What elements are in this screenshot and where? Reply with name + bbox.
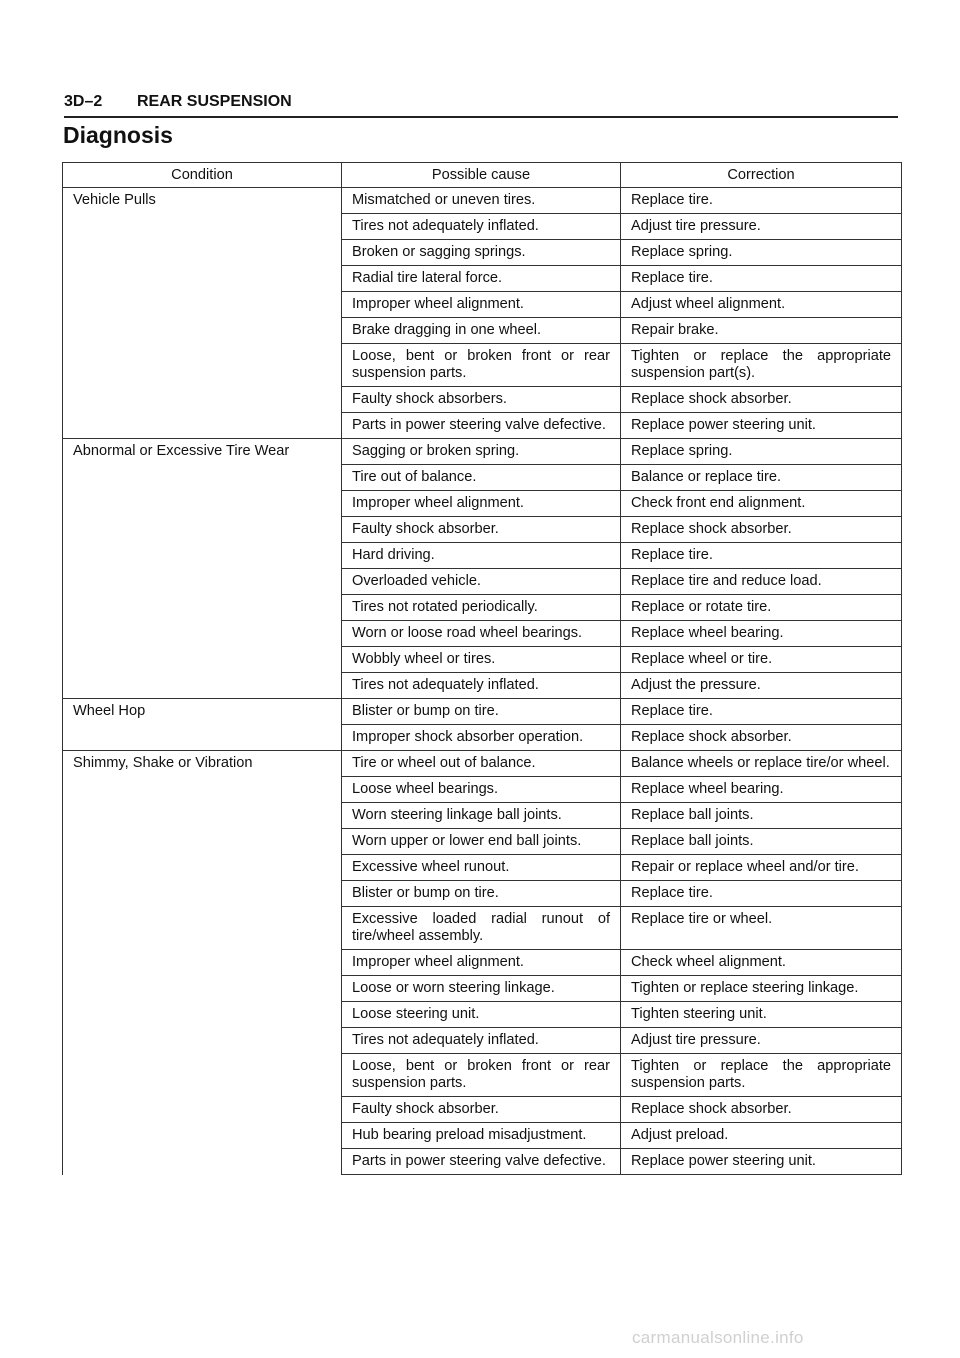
correction-cell: Replace shock absorber. xyxy=(621,725,902,751)
possible-cause-cell: Excessive wheel runout. xyxy=(342,855,621,881)
possible-cause-cell: Loose wheel bearings. xyxy=(342,777,621,803)
correction-cell: Replace power steering unit. xyxy=(621,1149,902,1175)
correction-cell: Replace spring. xyxy=(621,439,902,465)
correction-cell: Repair brake. xyxy=(621,318,902,344)
table-row xyxy=(63,188,902,214)
page-title: Diagnosis xyxy=(63,122,173,148)
correction-cell: Replace shock absorber. xyxy=(621,1097,902,1123)
correction-cell: Replace tire. xyxy=(621,266,902,292)
table-body xyxy=(63,188,902,1175)
correction-cell: Replace tire. xyxy=(621,543,902,569)
possible-cause-cell: Worn steering linkage ball joints. xyxy=(342,803,621,829)
possible-cause-cell: Parts in power steering valve defective. xyxy=(342,1149,621,1175)
possible-cause-cell: Loose or worn steering linkage. xyxy=(342,976,621,1002)
correction-cell: Replace wheel or tire. xyxy=(621,647,902,673)
possible-cause-cell: Parts in power steering valve defective. xyxy=(342,413,621,439)
possible-cause-cell: Radial tire lateral force. xyxy=(342,266,621,292)
possible-cause-cell: Faulty shock absorbers. xyxy=(342,387,621,413)
possible-cause-cell: Tires not adequately inflated. xyxy=(342,673,621,699)
page-header xyxy=(64,92,898,118)
possible-cause-cell: Improper wheel alignment. xyxy=(342,491,621,517)
condition-cell: Abnormal or Excessive Tire Wear xyxy=(63,439,342,699)
correction-cell: Replace wheel bearing. xyxy=(621,777,902,803)
correction-cell: Replace tire or wheel. xyxy=(621,907,902,950)
possible-cause-cell: Loose, bent or broken front or rear suspension parts. xyxy=(342,344,621,387)
correction-cell: Adjust tire pressure. xyxy=(621,1028,902,1054)
correction-cell: Adjust preload. xyxy=(621,1123,902,1149)
possible-cause-cell: Tires not rotated periodically. xyxy=(342,595,621,621)
watermark: carmanualsonline.info xyxy=(632,1328,804,1347)
correction-cell: Replace wheel bearing. xyxy=(621,621,902,647)
correction-cell: Replace or rotate tire. xyxy=(621,595,902,621)
diagnosis-table xyxy=(62,162,902,1175)
possible-cause-cell: Excessive loaded radial runout of tire/wheel assembly. xyxy=(342,907,621,950)
possible-cause-cell: Hard driving. xyxy=(342,543,621,569)
correction-cell: Replace shock absorber. xyxy=(621,517,902,543)
column-header-condition: Condition xyxy=(63,163,342,188)
possible-cause-cell: Worn upper or lower end ball joints. xyxy=(342,829,621,855)
possible-cause-cell: Loose steering unit. xyxy=(342,1002,621,1028)
correction-cell: Replace ball joints. xyxy=(621,829,902,855)
correction-cell: Replace power steering unit. xyxy=(621,413,902,439)
condition-cell: Wheel Hop xyxy=(63,699,342,751)
correction-cell: Replace tire. xyxy=(621,699,902,725)
possible-cause-cell: Loose, bent or broken front or rear suspension parts. xyxy=(342,1054,621,1097)
condition-cell: Vehicle Pulls xyxy=(63,188,342,439)
correction-cell: Balance wheels or replace tire/or wheel. xyxy=(621,751,902,777)
column-header-correction: Correction xyxy=(621,163,902,188)
possible-cause-cell: Improper shock absorber operation. xyxy=(342,725,621,751)
possible-cause-cell: Faulty shock absorber. xyxy=(342,1097,621,1123)
correction-cell: Tighten or replace the appropriate suspension part(s). xyxy=(621,344,902,387)
possible-cause-cell: Tires not adequately inflated. xyxy=(342,214,621,240)
correction-cell: Replace shock absorber. xyxy=(621,387,902,413)
possible-cause-cell: Mismatched or uneven tires. xyxy=(342,188,621,214)
correction-cell: Tighten or replace steering linkage. xyxy=(621,976,902,1002)
possible-cause-cell: Hub bearing preload misadjustment. xyxy=(342,1123,621,1149)
possible-cause-cell: Broken or sagging springs. xyxy=(342,240,621,266)
condition-cell: Shimmy, Shake or Vibration xyxy=(63,751,342,1175)
correction-cell: Replace tire. xyxy=(621,881,902,907)
possible-cause-cell: Improper wheel alignment. xyxy=(342,292,621,318)
page-code: 3D–2 xyxy=(64,93,103,110)
correction-cell: Replace ball joints. xyxy=(621,803,902,829)
correction-cell: Repair or replace wheel and/or tire. xyxy=(621,855,902,881)
correction-cell: Adjust tire pressure. xyxy=(621,214,902,240)
possible-cause-cell: Faulty shock absorber. xyxy=(342,517,621,543)
table-row xyxy=(63,439,902,465)
correction-cell: Replace spring. xyxy=(621,240,902,266)
possible-cause-cell: Overloaded vehicle. xyxy=(342,569,621,595)
correction-cell: Balance or replace tire. xyxy=(621,465,902,491)
correction-cell: Adjust wheel alignment. xyxy=(621,292,902,318)
correction-cell: Tighten or replace the appropriate suspension parts. xyxy=(621,1054,902,1097)
possible-cause-cell: Tire or wheel out of balance. xyxy=(342,751,621,777)
possible-cause-cell: Worn or loose road wheel bearings. xyxy=(342,621,621,647)
correction-cell: Replace tire and reduce load. xyxy=(621,569,902,595)
possible-cause-cell: Wobbly wheel or tires. xyxy=(342,647,621,673)
possible-cause-cell: Tires not adequately inflated. xyxy=(342,1028,621,1054)
correction-cell: Check wheel alignment. xyxy=(621,950,902,976)
possible-cause-cell: Blister or bump on tire. xyxy=(342,699,621,725)
column-header-cause: Possible cause xyxy=(342,163,621,188)
section-title: REAR SUSPENSION xyxy=(137,93,292,110)
possible-cause-cell: Blister or bump on tire. xyxy=(342,881,621,907)
possible-cause-cell: Improper wheel alignment. xyxy=(342,950,621,976)
possible-cause-cell: Tire out of balance. xyxy=(342,465,621,491)
table-row xyxy=(63,751,902,777)
table-header-row xyxy=(63,163,902,188)
possible-cause-cell: Sagging or broken spring. xyxy=(342,439,621,465)
correction-cell: Adjust the pressure. xyxy=(621,673,902,699)
correction-cell: Replace tire. xyxy=(621,188,902,214)
correction-cell: Check front end alignment. xyxy=(621,491,902,517)
possible-cause-cell: Brake dragging in one wheel. xyxy=(342,318,621,344)
correction-cell: Tighten steering unit. xyxy=(621,1002,902,1028)
table-row xyxy=(63,699,902,725)
